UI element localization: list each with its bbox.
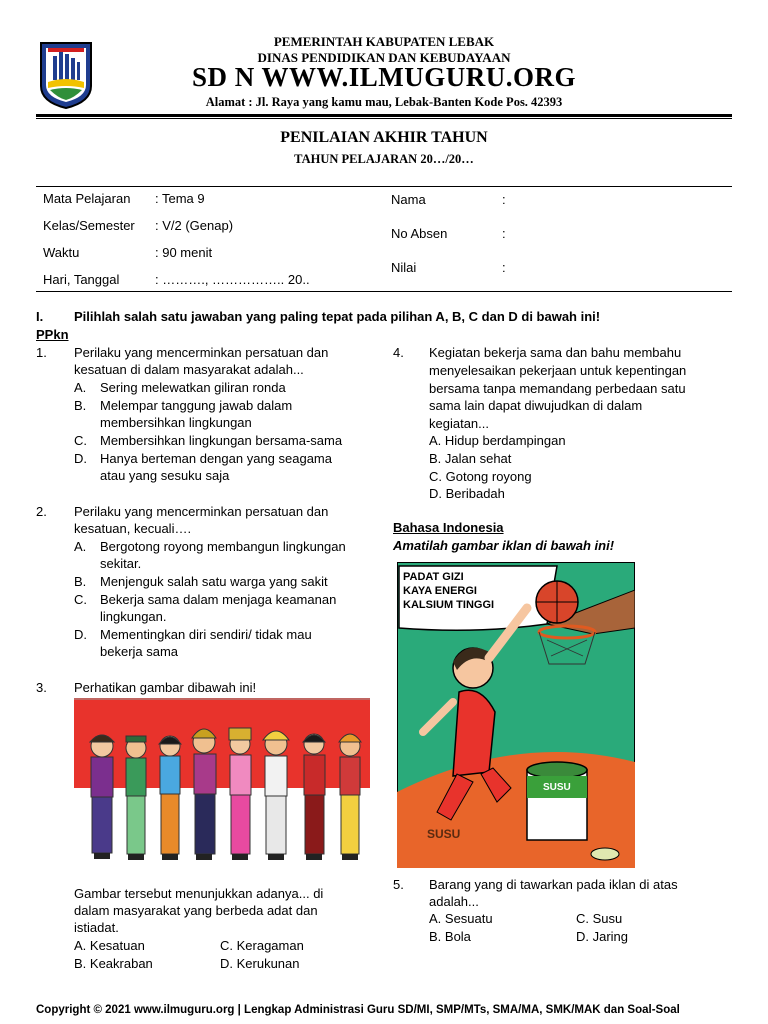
q2-option-a-line1[interactable]: Bergotong royong membangun lingkungan	[100, 539, 346, 554]
info-label-number: No Absen	[391, 226, 448, 241]
q1-option-b-letter: B.	[74, 398, 87, 413]
q4-number: 4.	[393, 345, 404, 360]
info-label-time: Waktu	[43, 245, 80, 260]
q5-option-d[interactable]: D. Jaring	[576, 929, 629, 944]
q5-text-line1: Barang yang di tawarkan pada iklan di atas	[429, 877, 678, 892]
info-value-number[interactable]: :	[502, 226, 506, 241]
info-label-subject: Mata Pelajaran	[43, 191, 131, 206]
q2-option-d-line1[interactable]: Mementingkan diri sendiri/ tidak mau	[100, 627, 312, 642]
q1-text-line1: Perilaku yang mencerminkan persatuan dan	[74, 345, 329, 360]
q1-option-c-letter: C.	[74, 433, 87, 448]
header-department: DINAS PENDIDIKAN DAN KEBUDAYAAN	[257, 50, 511, 65]
q3-after-line2: dalam masyarakat yang berbeda adat dan	[74, 903, 318, 918]
ad-text-line1: PADAT GIZI	[403, 571, 464, 583]
exam-title: PENILAIAN AKHIR TAHUN	[280, 129, 488, 146]
info-top-line	[36, 186, 732, 187]
q1-option-d-line2[interactable]: atau yang sesuku saja	[100, 468, 230, 483]
q2-option-a-letter: A.	[74, 539, 87, 554]
q4-option-b[interactable]: B. Jalan sehat	[429, 451, 512, 466]
info-value-score[interactable]: :	[502, 260, 506, 275]
header-government: PEMERINTAH KABUPATEN LEBAK	[273, 34, 495, 49]
q3-option-b[interactable]: B. Keakraban	[74, 956, 153, 971]
q2-text-line1: Perilaku yang mencerminkan persatuan dan	[74, 504, 329, 519]
q2-option-d-line2[interactable]: bekerja sama	[100, 644, 179, 659]
q3-option-d[interactable]: D. Kerukunan	[220, 956, 300, 971]
q3-after-line3: istiadat.	[74, 920, 119, 935]
q2-number: 2.	[36, 504, 47, 519]
section-instruction: Pilihlah salah satu jawaban yang paling tepat pada pilihan A, B, C dan D di bawah ini!	[74, 309, 601, 324]
q1-text-line2: kesatuan di dalam masyarakat adalah...	[74, 362, 304, 377]
info-value-class: : V/2 (Genap)	[155, 218, 234, 233]
section-number: I.	[36, 309, 44, 324]
info-value-time: : 90 menit	[155, 245, 213, 260]
q1-option-c[interactable]: Membersihkan lingkungan bersama-sama	[100, 433, 343, 448]
q2-text-line2: kesatuan, kecuali….	[74, 521, 192, 536]
ad-text-line2: KAYA ENERGI	[403, 585, 477, 597]
q1-option-a-letter: A.	[74, 380, 87, 395]
q1-option-d-line1[interactable]: Hanya berteman dengan yang seagama	[100, 451, 332, 466]
q2-option-d-letter: D.	[74, 627, 87, 642]
q2-option-b-letter: B.	[74, 574, 87, 589]
q1-option-d-letter: D.	[74, 451, 87, 466]
q1-option-a[interactable]: Sering melewatkan giliran ronda	[100, 380, 286, 395]
q5-text-line2: adalah...	[429, 894, 479, 909]
q4-option-c[interactable]: C. Gotong royong	[429, 469, 532, 484]
q4-option-a[interactable]: A. Hidup berdampingan	[429, 433, 566, 448]
q4-text-line1: Kegiatan bekerja sama dan bahu membahu	[429, 345, 682, 360]
q3-number: 3.	[36, 680, 47, 695]
q4-option-d[interactable]: D. Beribadah	[429, 486, 505, 501]
header-school-name: SD N WWW.ILMUGURU.ORG	[191, 62, 577, 92]
header-divider-thin	[36, 118, 732, 119]
q3-after-line1: Gambar tersebut menunjukkan adanya... di	[74, 886, 324, 901]
info-label-name: Nama	[391, 192, 426, 207]
subject-ppkn: PPkn	[36, 327, 69, 342]
q5-option-c[interactable]: C. Susu	[576, 911, 623, 926]
info-label-date: Hari, Tanggal	[43, 272, 120, 287]
info-value-date: : ………., …………….. 20..	[155, 272, 310, 287]
q5-option-a[interactable]: A. Sesuatu	[429, 911, 493, 926]
q2-option-c-line1[interactable]: Bekerja sama dalam menjaga keamanan	[100, 592, 337, 607]
info-label-score: Nilai	[391, 260, 417, 275]
q5-number: 5.	[393, 877, 404, 892]
header-address: Alamat : Jl. Raya yang kamu mau, Lebak-Banten Kode Pos. 42393	[205, 95, 563, 109]
q5-option-b[interactable]: B. Bola	[429, 929, 471, 944]
info-value-name[interactable]: :	[502, 192, 506, 207]
q2-option-b[interactable]: Menjenguk salah satu warga yang sakit	[100, 574, 328, 589]
q2-option-a-line2[interactable]: sekitar.	[100, 556, 142, 571]
q3-option-a[interactable]: A. Kesatuan	[74, 938, 145, 953]
cultural-diversity-illustration	[74, 698, 370, 880]
milk-advertisement-illustration	[397, 562, 635, 868]
q4-text-line5: kegiatan...	[429, 416, 489, 431]
subject-bahasa-indonesia: Bahasa Indonesia	[393, 520, 504, 535]
q4-text-line2: menyelesaikan pekerjaan untuk kepentingan	[429, 363, 687, 378]
info-value-subject: : Tema 9	[155, 191, 205, 206]
info-label-class: Kelas/Semester	[43, 218, 135, 233]
q4-text-line4: sama lain dapat diwujudkan di dalam	[429, 398, 643, 413]
q3-option-c[interactable]: C. Keragaman	[220, 938, 304, 953]
ad-can-label: SUSU	[543, 782, 571, 793]
exam-year: TAHUN PELAJARAN 20…/20…	[294, 152, 474, 166]
q1-option-b-line2[interactable]: membersihkan lingkungan	[100, 415, 252, 430]
header-divider-thick	[36, 114, 732, 117]
ad-text-line3: KALSIUM TINGGI	[403, 599, 495, 611]
footer-copyright: Copyright © 2021 www.ilmuguru.org | Lengkap Administrasi Guru SD/MI, SMP/MTs, SMA/MA, SMK/MAK dan Soal-Soal	[36, 1004, 680, 1016]
q3-text-line1: Perhatikan gambar dibawah ini!	[74, 680, 257, 695]
info-bottom-line	[36, 291, 732, 292]
q4-text-line3: bersama tanpa memandang perbedaan satu	[429, 381, 686, 396]
ad-instruction: Amatilah gambar iklan di bawah ini!	[393, 538, 615, 553]
q1-option-b-line1[interactable]: Melempar tanggung jawab dalam	[100, 398, 293, 413]
ad-ground-label: SUSU	[427, 827, 461, 841]
q2-option-c-line2[interactable]: lingkungan.	[100, 609, 167, 624]
q1-number: 1.	[36, 345, 47, 360]
q2-option-c-letter: C.	[74, 592, 87, 607]
